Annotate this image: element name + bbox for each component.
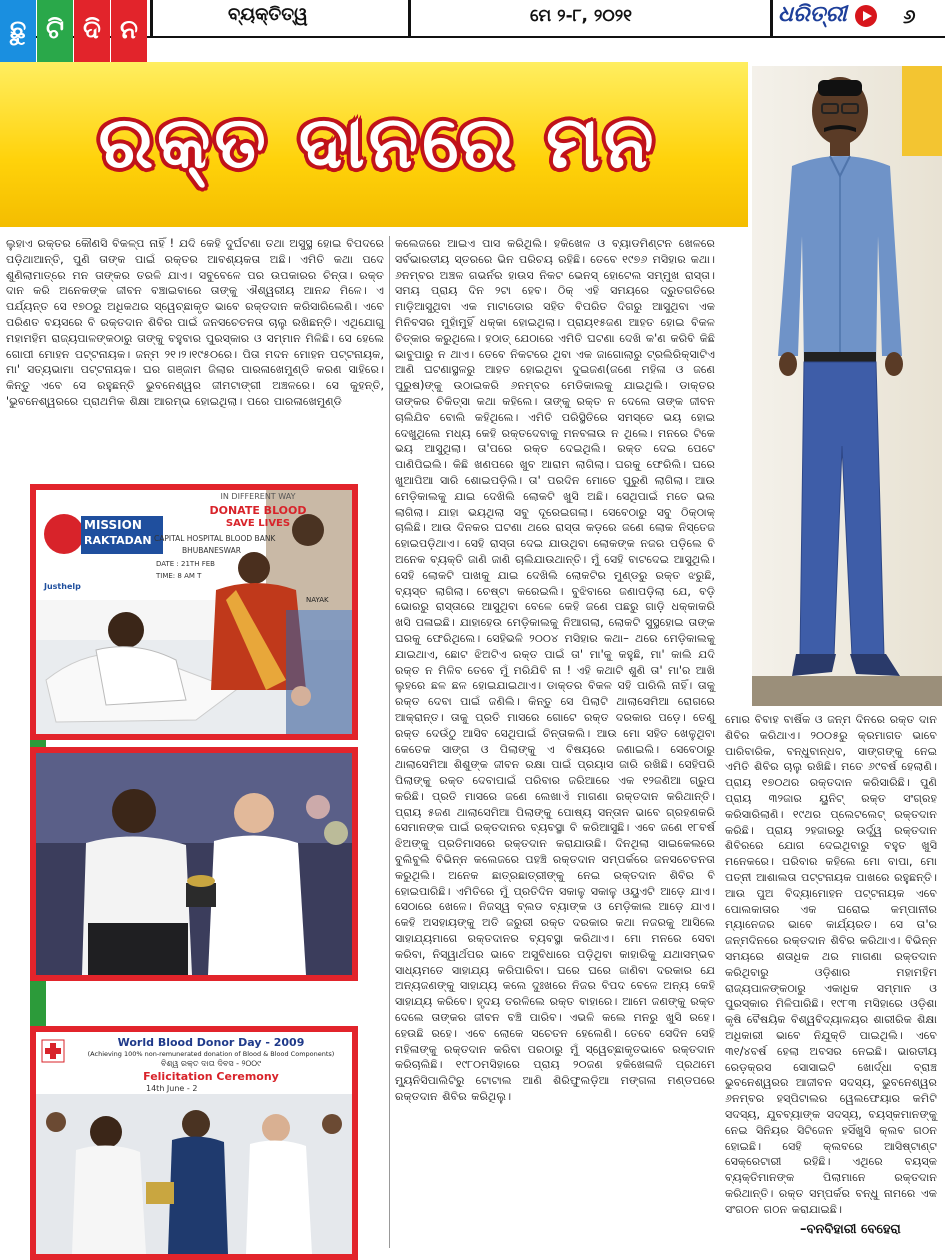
play-icon xyxy=(855,5,877,27)
felicitation-photo xyxy=(30,1026,358,1260)
publication-logo: ଧରିତ୍ରୀ xyxy=(778,2,847,27)
campaign-title: DONATE BLOOD xyxy=(209,504,307,517)
event-banner-title: World Blood Donor Day - 2009 xyxy=(117,1036,305,1049)
article-column-1: ଲୁହାଏ ରକ୍ତର କୌଣସି ବିକଳ୍ପ ନାହିଁ ! ଯଦି କେହି ଦୁର୍ଘଟଣା ତଥା ଅସୁସ୍ଥ ହୋଇ ବିପଦରେ ପଡ଼ିଥାଆନ୍ତି, ପୁଣି ତାଙ୍କ ପାଇଁ ରକ୍ତର ଆବଶ୍ୟକତା ଅଛି। ଏମିତି କଥା ପଦେ ଶୁଣିଲାମାତ୍ରେ ମନ ତାଙ୍କର ତରଳି ଯାଏ। ସବୁବେଳେ ପର ଉପକାରର ଚିନ୍ତା। ରକ୍ତ ଦାନ କରି ଅନେକଙ୍କ ଜୀବନ ବଞ୍ଚାଇବାରେ ତାଙ୍କୁ ଐଶ୍ୱରୀୟ ଆନନ୍ଦ ମିଳେ। ଏ ପର୍ଯ୍ୟନ୍ତ ସେ ୧୭୦ରୁ ଅଧିକଥର ସ୍ୱେଚ୍ଛାକୃତ ଭାବେ ରକ୍ତଦାନ କରିସାରିଲେଣି। ଏବେ ପରିଣତ ବୟସରେ ବି ରକ୍ତଦାନ ଶିବିର ପାଇଁ ଜନସଚେତନତା ଚାଲୁ ରଖିଛନ୍ତି। ଏଥିଯୋଗୁ ମହାମହିମ ରାଜ୍ୟପାଳଙ୍କଠାରୁ ତାଙ୍କୁ ବହୁବାର ପୁରସ୍କାର ଓ ସମ୍ମାନ ମିଳିଛି। ସେ ହେଲେ ଗୋପୀ ମୋହନ ପଟ୍ଟନାୟକ। ଜନ୍ମ ୨୧।୨।୧୯୫୦ରେ। ପିତା ମଦନ ମୋହନ ପଟ୍ଟନାୟକ, ମା' ସତ୍ୟଭାମା ପଟ୍ଟନାୟକ। ଘର ଗଞ୍ଜାମ ଜିଲାର ପାରଳାଖେମୁଣ୍ଡି କରଣ ସାହିରେ। କିନ୍ତୁ ଏବେ ସେ ରହୁଛନ୍ତି ଭୁବନେଶ୍ୱର ଜୀମଟାଙ୍ଗୀ ଅଞ୍ଚଳରେ। ସେ କୁହନ୍ତି, 'ଭୁବନେଶ୍ୱରରେ ପ୍ରାଥମିକ ଶିକ୍ଷା ଆରମ୍ଭ ହୋଇଥିଲା। ପରେ ପାରଳାଖେମୁଣ୍ଡି xyxy=(6,237,384,408)
masthead-tile: ଦି xyxy=(74,0,110,64)
mission-title: MISSION xyxy=(84,518,142,532)
page-number: ୬ xyxy=(903,4,916,28)
headline: ରକ୍ତ ଦାନରେ ମନ xyxy=(98,100,658,184)
byline: –ବନବିହାରୀ ବେହେରା xyxy=(800,1222,901,1237)
event-date: DATE : 21TH FEB xyxy=(156,560,215,568)
event-time: TIME: 8 AM T xyxy=(156,572,202,580)
campaign-tagline: IN DIFFERENT WAY xyxy=(220,492,296,501)
ceremony-title: Felicitation Ceremony xyxy=(143,1070,279,1083)
portrait-photo xyxy=(752,66,942,706)
partner-logo: Justhelp xyxy=(44,582,81,591)
section-name: ବ୍ୟକ୍ତିତ୍ୱ xyxy=(228,4,308,25)
blood-donation-photo xyxy=(30,484,358,740)
campaign-subtitle: SAVE LIVES xyxy=(225,518,291,529)
article-column-3: ମୋର ବିବାହ ବାର୍ଷିକ ଓ ଜନ୍ମ ଦିନରେ ରକ୍ତ ଦାନ ଶିବିର କରିଥାଏ। ୨୦୦୫ରୁ କ୍ରମାଗତ ଭାବେ ପାରିବାରିକ, ବନ୍ଧୁବାନ୍ଧବ, ସାଙ୍ଗଙ୍କୁ ନେଇ ଏମିତି ଶିବିର ଚାଲୁ ରଖିଛି। ମତେ ୬୯ବର୍ଷ ହେଲାଣି। ପ୍ରାୟ ୧୭୦ଥର ରକ୍ତଦାନ କରିସାରିଛି। ପୁଣି ପ୍ରାୟ ୩୨ଜାର ୟୁନିଟ୍ ରକ୍ତ ସଂଗ୍ରହ କରିସାରିଲାଣି। ୧୯ଥର ପ୍ଲେଟଲେଟ୍ ରକ୍ତଦାନ କରିଛି। ପ୍ରାୟ ୨ହଜାରରୁ ଉର୍ଦ୍ଧ୍ୱ ରକ୍ତଦାନ ଶିବିରରେ ଯୋଗ ଦେଇଥିବାରୁ ବହୁତ ଖୁସି ମନେକରେ। ପରିବାର କହିଲେ ମୋ ବାପା, ମୋ ପତ୍ନୀ ଆଶାଲତା ପଟ୍ଟନାୟକ ପାଖରେ ରହୁଛନ୍ତି। ଆଉ ପୁଅ ବିଦ୍ୟାମୋହନ ପଟ୍ଟନାୟକ ଏବେ ପୋଲକାତାର ଏକ ଘରୋଇ କମ୍ପାନୀର ମ୍ୟାନେଜର ଭାବେ କାର୍ଯ୍ୟରତ। ସେ ତା'ର ଜନ୍ମଦିନରେ ରକ୍ତଦାନ ଶିବିର କରିଥାଏ। ବିଭିନ୍ନ ସମୟରେ ଶତାଧିକ ଥର ମାଗଣା ରକ୍ତଦାନ କରିଥିବାରୁ ଓଡ଼ିଶାର ମହାମହିମ ରାଜ୍ୟପାଳଙ୍କଠାରୁ ଏକାଧିକ ସମ୍ମାନ ଓ ପୁରସ୍କାର ମିଳିପାରିଛି। ୧୯୮୩ ମସିହାରେ ଓଡ଼ିଶା କୃଷି ବୈଷୟିକ ବିଶ୍ୱବିଦ୍ୟାଳୟର ଶାରୀରିକ ଶିକ୍ଷା ଅଧିକାରୀ ଭାବେ ନିଯୁକ୍ତି ପାଇଥିଲି। ଏବେ ୩୧/୪ବର୍ଷ ହେଲା ଅବସର ନେଇଛି। ଭାରତୀୟ ରେଡ଼କ୍ରସ ସୋସାଇଟି ଖୋର୍ଦ୍ଧା ବ୍ରାଞ୍ଚ ଭୁବନେଶ୍ୱରର ଆଜୀବନ ସଦସ୍ୟ, ଭୁବନେଶ୍ୱର ୬ନମ୍ବର ହସ୍ପିଟାଲର ୱେଲଫେୟାର କମିଟି ସଦସ୍ୟ, ଯୁବବ୍ୟାଙ୍କ ସଦସ୍ୟ, ବୟସ୍କମାନଙ୍କୁ ନେଇ ସିନିୟର ସିଟିଜେନ ହସିଁଖୁସି କ୍ଲବ ଗଠନ ହୋଇଛି। ସେହି କ୍ଲବରେ ଆସିଷ୍ଟାଣ୍ଟ ସେକ୍ରେଟାରୀ ରହିଛି। ଏଥିରେ ବୟସ୍କ ବ୍ୟକ୍ତିମାନଙ୍କ ପିଲାମାନେ ରକ୍ତଦାନ କରିଥାନ୍ତି। ରକ୍ତ ସମ୍ପର୍କର ବନ୍ଧୁ ନାମରେ ଏକ ସଂଗଠନ ଗଠନ କରାଯାଇଛି। xyxy=(725,713,937,1216)
hospital-city: BHUBANESWAR xyxy=(182,546,242,555)
hospital-name: CAPITAL HOSPITAL BLOOD BANK xyxy=(154,534,276,543)
name-tag: NAYAK xyxy=(306,596,329,604)
masthead-tile: ଛୁ xyxy=(0,0,36,64)
ceremony-date: 14th June - 2 xyxy=(146,1084,198,1093)
masthead-tile: ନ xyxy=(111,0,147,64)
event-banner-odia: ବିଶ୍ୱ ରକ୍ତ ଦାତା ଦିବସ - ୨୦୦୯ xyxy=(160,1059,262,1068)
masthead-tile: ଟି xyxy=(37,0,73,64)
award-ceremony-photo xyxy=(30,747,358,981)
mission-subtitle: RAKTADAN xyxy=(84,534,152,547)
event-banner-subtitle: (Achieving 100% non-remunerated donation of Blood & Blood Components) xyxy=(87,1050,335,1058)
issue-date: ମେ ୨-୮, ୨୦୨୧ xyxy=(530,6,633,26)
page-header xyxy=(0,0,945,45)
article-column-2: କଲେଜରେ ଆଇଏ ପାସ କରିଥିଲି। ହକିଖେଳ ଓ ବ୍ୟାଡମିଣ୍ଟନ ଖେଳରେ ସର୍ବଭାରତୀୟ ସ୍ତରରେ ଭିନ ପରିଚୟ ରହିଛି। ତେବେ ୧୯୭୬ ମସିହାର କଥା। ୬ନମ୍ବର ଅଞ୍ଚଳ ଗଭର୍ନର ହାଉସ ନିକଟ ଭେନସ୍ ହୋଟେଲ ସମ୍ମୁଖ ରାସ୍ତା। ସମୟ ପ୍ରାୟ ଦିନ ୨ଟା ହେବ। ଠିକ୍ ଏହି ସମୟରେ ଦ୍ରୁତଗତିରେ ମାଡ଼ିଆସୁଥିବା ଏକ ମାଟାଡୋର ସହିତ ବିପରିତ ଦିଗରୁ ଆସୁଥିବା ଏକ ମିନିବସର ମୁହାଁମୁହିଁ ଧକ୍କା ହୋଇଥିଲା। ପ୍ରାୟ୧୫ଜଣ ଆହତ ହୋଇ ବିକଳ ଚିତ୍କାର କରୁଥିଲେ। ହଠାତ୍ ଯେଠାରେ ଏମିତି ଘଟଣା ଦେଖି କ'ଣ କରିବି କିଛି ଭାବୁପାରୁ ନ ଥାଏ। ତେବେ ନିକଟରେ ଥିବା ଏକ ଜାଗୋଲାରୁ ଟ୍ରଲିରିକ୍ସାଟିଏ ଆଣି ଘଟଣାସ୍ଥଳରୁ ଆହତ ହୋଇଥିବା ଦୁଇଜଣ(ଜଣେ ମହିଳା ଓ ଜଣେ ପୁରୁଷ)ଙ୍କୁ ଉଠାଇକରି ୬ନମ୍ବର ମେଡିକାଲକୁ ଯାଇଥିଲି। ଡାକ୍ତର ତାଙ୍କର ଚିକିତ୍ସା କଥା କହିଲେ। ତାଙ୍କୁ ରକ୍ତ ନ ଦେଲେ ତାଙ୍କ ଜୀବନ ଚାଲିଯିବ ବୋଲି କହିଥିଲେ। ଏମିତି ପରିସ୍ଥିତିରେ ସମସ୍ତେ ଭୟ ହୋଇ ଦେଖୁଥିଲେ ମଧ୍ୟ କେହି ରକ୍ତଦେବାକୁ ମନବଳାଉ ନ ଥିଲେ। ମନରେ ଟିକେ ଭୟ ଆସୁଥିଲା। ତା'ପରେ ରକ୍ତ ଦେଇଥିଲି। ରକ୍ତ ଦେଇ ପେଟେ ପାଣିପିଇଲି। କିଛି ଖଣପରେ ଖୁବ ଆରାମ ଲାଗିଲା। ଘରକୁ ଫେରିଲି। ଘରେ ଖୁଆପିଆ ସାରି ଶୋଇପଡ଼ିଲି। ତା' ପରଦିନ ମୋତେ ପୁରୁଣି ଲାଗିଲା। ଆଉ ମେଡ଼ିକାଲକୁ ଯାଇ ଦେଖିଲି ଲୋକଟି ଖୁସି ଅଛି। ସେଥିପାଇଁ ମତେ ଭଲ ଲାଗିଲା। ଯାହା ଭୟଥିଲା ସବୁ ଦୂରେଇଗଲା। ସେବେଠାରୁ ସବୁ ଠିକ୍‌ଠାକ୍ ଚାଲିଛି। ଆଉ ଦିନକର ଘଟଣା ଥରେ ରାସ୍ତା କଡ଼ରେ ଜଣେ ଲୋକ ନିସ୍ତେଜ ହୋଇପଡ଼ିଥାଏ। ସେହି ରାସ୍ତା ଦେଇ ଯାଉଥିବା ଲୋକଙ୍କ ନଜର ପଡ଼ିଲେ ବି ଅନେକ ବ୍ୟକ୍ତି ଜାଣି ଜାଣି ଚାଲିଯାଉଥାନ୍ତି। ମୁଁ ସେହି ବାଟଦେଇ ଆସୁଥିଲି। ସେହି ଲୋକଟି ପାଖକୁ ଯାଇ ଦେଖିଲି ଲୋକଟିର ମୁଣ୍ଡରୁ ରକ୍ତ ଝରୁଛି, ବ୍ୟସ୍ତ ଲାଗିଲା। ଚେଷ୍ଟା କରେଇଲି। ବୁଝିବାରେ ଜଣାପଡ଼ିଲା ଯେ, ବଡ଼ି ଭୋରରୁ ରାସ୍ତାରେ ଆସୁଥିବା ବେଳେ କେହି ଜଣେ ପଛରୁ ଗାଡ଼ି ଧକ୍କାକରି ଖସି ପଳାଇଛି। ଯାହାହେଉ ମେଡ଼ିକାଲକୁ ନିଆଗଲା, ଲୋକଟି ସୁସ୍ଥହୋଇ ତାଙ୍କ ଘରକୁ ଫେରିଥିଲେ। ସେହିଭଳି ୨୦୦୪ ମସିହାର କଥା– ଥରେ ମେଡ଼ିକାଲକୁ ଯାଇଥାଏ, ଛୋଟ ଝିଅଟିଏ ରକ୍ତ ପାଇଁ ତା' ମା'କୁ କହୁଛି, ମା' କାଲି ଯଦି ରକ୍ତ ନ ମିଳିବ ତେବେ ମୁଁ ମରିଯିବି ନା ! ଏହି କଥାଟି ଶୁଣି ତା' ମା'ର ଆଖି ଲୁହରେ ଛଳ ଛଳ ହୋଇଯାଇଥାଏ। ଡାକ୍ତର ବିକଳ ସହି ପାରିଲି ନାହିଁ। ତାକୁ ରକ୍ତ ଦେବା ପାଇଁ ଜଣିଲି। କିନ୍ତୁ ସେ ପିଲାଟି ଥାଲାସେମିଆ ରୋଗରେ ଆକ୍ରାନ୍ତ। ତାକୁ ପ୍ରତି ମାସରେ ଗୋଟେ ରକ୍ତ ଦରକାର ପଡ଼େ। ତେଣୁ ରକ୍ତ ଦେଉଁଠୁ ଆସିବ ସେଥିପାଇଁ ଚିନ୍ତାକଲି। ଆଉ ମୋ ସହିତ ଖେଳୁଥିବା କେତେକ ସାଙ୍ଗ ଓ ପିଲାଙ୍କୁ ଏ ବିଷୟରେ ଜଣାଇଲି। ସେବେଠାରୁ ଥାଲାସେମିଆ ଶିଶୁଙ୍କ ଜୀବନ ରକ୍ଷା ପାଇଁ ପ୍ରୟାସ ଜାରି ରଖିଛି। ସେହିପରି ପିଲାଙ୍କୁ ରକ୍ତ ଦେବାପାଇଁ ପରିବାର ଜରିଆରେ ଏକ ୧୨ଜଣିଆ ଗ୍ରୁପ କରିଛି। ପ୍ରତି ମାସରେ ଜଣେ ଲେଖାଏଁ ମାଗଣା ରକ୍ତଦାନ କରିଥାନ୍ତି। ପ୍ରାୟ ୫ଜଣ ଥାଲାସେମିଆ ପିଲାଙ୍କୁ ପୋଷ୍ୟ ସନ୍ତାନ ଭାବେ ଗ୍ରହଣକରି ସେମାନଙ୍କ ପାଇଁ ରକ୍ତଦାନର ବ୍ୟବସ୍ଥା ବି କରିଆସୁଛି। ଏବେ ଜଣେ ୧୮ବର୍ଷ ଝିଅଙ୍କୁ ପ୍ରତିମାସରେ ରକ୍ତଦାନ କରାଯାଉଛି। ଦିନଥିଲା ସାଇକେଲରେ ବୁଲିବୁଲି ବିଭିନ୍ନ କଲେଜରେ ପହଞ୍ଚି ରକ୍ତଦାନ ସମ୍ପର୍କରେ ଜନସଚେତନତା କରୁଥିଲି। ଅନେକ ଛାତ୍ରଛାତ୍ରୀଙ୍କୁ ନେଇ ରକ୍ତଦାନ ଶିବିର ବି ହୋଇପାରିଛି। ଏମିତିରେ ମୁଁ ପ୍ରତିଦିନ ସକାଳୁ ସକାଳୁ ଓୟୁଏଟି ଆଡ଼େ ଯାଏ। ସେଠାରେ ଖେଳେ। ନିଜସ୍ୱ ବ୍ଲଡ ବ୍ୟାଙ୍କ ଓ ମେଡ଼ିକାଲ ଆଡ଼େ ଯାଏ। କେହି ଅସହାୟଙ୍କୁ ଅତି ଜରୁରୀ ରକ୍ତ ଦରକାର କଥା ନଜରକୁ ଆସିଲେ ସାହାଯ୍ୟମାଗେ ରକ୍ତଦାନର ବ୍ୟବସ୍ଥା କରିଥାଏ। ମୋ ମନରେ ସେବା କରିବା, ନିସ୍ୱାର୍ଥପର ଭାବେ ଅସୁବିଧାରେ ପଡ଼ିଥିବା କାହାରିକୁ ଯଥାସମ୍ଭବ ସାଧ୍ୟମତେ ସାହାଯ୍ୟ କରିପାରିବା। ଘରେ ଘରେ ଜାଣିବା ଦରକାର ଯେ ଅନ୍ୟଜଣଙ୍କୁ ସାହାଯ୍ୟ କଲେ ଦୁଃଖରେ ନିଜର ବିପଦ ବେଳେ ଅନ୍ୟ କେହି ସାହାଯ୍ୟ କରିବେ। ହୃଦୟ ତରଳିଲେ ରକ୍ତ ବାହାରେ। ଆମେ ଜଣଙ୍କୁ ରକ୍ତ ଦେଲେ ତାଙ୍କର ଜୀବନ ବଞ୍ଚି ପାରିବ। ଏଭଳି କଲେ ମନରୁ ଖୁସି ରହେ। ହେଉଛି ରହେ। ଏବେ ଲୋକେ ସଚେତନ ହେଲେଣି। ତେବେ ସେଦିନ ସେହି ମହିଳାଙ୍କୁ ରକ୍ତଦାନ କରିବା ପରଠାରୁ ମୁଁ ସ୍ୱେଚ୍ଛାକୃତଭାବେ ରକ୍ତଦାନ କରିଚାଲିଛି। ୧୯୮୦ମସିହାରେ ପ୍ରାୟ ୨୦ଜଣ ହକିଖେଳାଳି ପ୍ରଥମେ ମ୍ୟୁନିସିପାଲିଟିରୁ ଟୋଟାଲ ଆଣି ଶିରିଫୁଲଡ଼ିଆ ମଙ୍ଗଳା ମଣ୍ଡପରେ ରକ୍ତଦାନ ଶିବିର କରିଥିଲୁ। xyxy=(395,237,715,1104)
